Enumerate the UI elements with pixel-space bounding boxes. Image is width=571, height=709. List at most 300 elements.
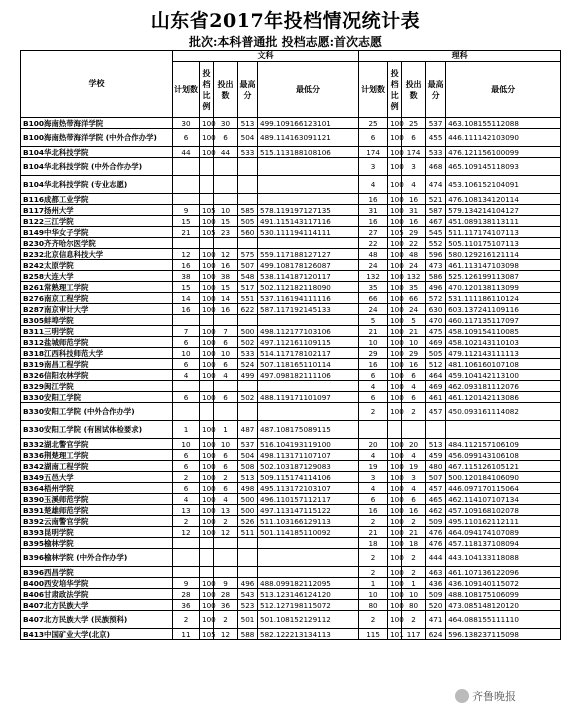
table-row	[21, 147, 561, 158]
wenke-cell: 2	[214, 516, 238, 527]
wenke-cell: 523	[238, 600, 258, 611]
wenke-cell: 489.114163091121	[258, 129, 359, 147]
like-cell: 488.108175106099	[446, 589, 561, 600]
like-cell: 462.114107107134	[446, 494, 561, 505]
like-cell: 100	[388, 392, 402, 403]
like-cell: 476.108134120114	[446, 194, 561, 205]
wenke-cell: 500	[238, 494, 258, 505]
like-cell: 2	[359, 567, 388, 578]
wenke-cell: 508	[238, 461, 258, 472]
table-row	[21, 205, 561, 216]
school-name-cell: B390玉溪师范学院	[21, 494, 173, 505]
wenke-cell	[238, 403, 258, 421]
wenke-cell: 488.099182112095	[258, 578, 359, 589]
school-name-cell: B276南京工程学院	[21, 293, 173, 304]
like-cell: 468	[426, 158, 446, 176]
wenke-cell	[258, 381, 359, 392]
like-cell: 446.111142103090	[446, 129, 561, 147]
like-cell: 2	[359, 516, 388, 527]
wenke-cell: 6	[214, 450, 238, 461]
wenke-cell: 517	[238, 282, 258, 293]
wenke-cell: 502.112182118090	[258, 282, 359, 293]
like-header: 理科	[359, 51, 561, 62]
school-name-cell: B342湖南工程学院	[21, 461, 173, 472]
like-cell: 464	[426, 370, 446, 381]
wenke-cell	[200, 549, 214, 567]
table-row	[21, 227, 561, 238]
like-cell: 4	[359, 483, 388, 494]
like-cell: 4	[359, 450, 388, 461]
like-cell: 4	[402, 450, 426, 461]
school-name-cell: B319南昌工程学院	[21, 359, 173, 370]
like-cell: 458.109154110085	[446, 326, 561, 337]
wenke-cell: 100	[200, 421, 214, 439]
wenke-cell: 100	[200, 271, 214, 282]
wenke-cell: 511	[238, 527, 258, 538]
like-cell: 29	[359, 348, 388, 359]
like-cell: 1	[359, 578, 388, 589]
wenke-cell: 100	[200, 450, 214, 461]
like-cell: 20	[359, 439, 388, 450]
wenke-cell: 12	[173, 527, 200, 538]
wenke-cell: 100	[200, 392, 214, 403]
wenke-cell	[258, 567, 359, 578]
like-cell: 446.097170115064	[446, 483, 561, 494]
wenke-cell	[258, 403, 359, 421]
school-name-cell: B336荆楚理工学院	[21, 450, 173, 461]
wenke-cell	[214, 194, 238, 205]
table-row	[21, 483, 561, 494]
table-row	[21, 304, 561, 315]
table-row	[21, 194, 561, 205]
wenke-cell: 100	[200, 611, 214, 629]
like-cell: 450.093161114082	[446, 403, 561, 421]
wenke-cell	[238, 549, 258, 567]
wenke-cell: 533	[238, 147, 258, 158]
like-cell: 29	[402, 348, 426, 359]
wenke-cell: 548	[238, 271, 258, 282]
like-cell: 580.129216121114	[446, 249, 561, 260]
like-cell: 476.121156100099	[446, 147, 561, 158]
like-cell: 457.118137108094	[446, 538, 561, 549]
wenke-cell: 496.110157112117	[258, 494, 359, 505]
wenke-cell	[258, 158, 359, 176]
like-cell: 105	[388, 227, 402, 238]
like-cell: 31	[402, 205, 426, 216]
school-name-cell: B329闽江学院	[21, 381, 173, 392]
like-cell: 473	[426, 260, 446, 271]
like-cell: 509	[426, 516, 446, 527]
wenke-cell: 500	[238, 505, 258, 516]
wenke-cell: 543	[238, 589, 258, 600]
table-row	[21, 450, 561, 461]
wenke-cell: 501.108152129112	[258, 611, 359, 629]
wenke-cell: 560	[238, 227, 258, 238]
wenke-cell: 15	[214, 216, 238, 227]
like-cell: 100	[388, 494, 402, 505]
wenke-cell: 551	[238, 293, 258, 304]
wenke-cell: 501	[238, 611, 258, 629]
like-cell: 100	[388, 337, 402, 348]
like-cell: 100	[388, 527, 402, 538]
school-name-cell: B305蚌埠学院	[21, 315, 173, 326]
wenke-cell: 30	[173, 118, 200, 129]
like-cell: 16	[402, 505, 426, 516]
school-name-cell: B122三江学院	[21, 216, 173, 227]
like-cell: 461.120142113086	[446, 392, 561, 403]
like-cell: 100	[388, 176, 402, 194]
like-cell	[426, 421, 446, 439]
like-cell: 10	[359, 589, 388, 600]
wenke-cell: 513	[238, 472, 258, 483]
wenke-cell: 509.115174114106	[258, 472, 359, 483]
like-cell: 531.111186110124	[446, 293, 561, 304]
wenke-cell: 537.116194111116	[258, 293, 359, 304]
table-row	[21, 461, 561, 472]
like-cell: 6	[359, 129, 388, 147]
like-cell: 20	[402, 439, 426, 450]
wenke-cell	[238, 176, 258, 194]
like-cell: 521	[426, 194, 446, 205]
wenke-cell: 100	[200, 337, 214, 348]
like-cell: 19	[402, 461, 426, 472]
wenke-cell: 100	[200, 359, 214, 370]
table-row	[21, 403, 561, 421]
like-cell: 100	[388, 505, 402, 516]
wenke-cell: 105	[200, 629, 214, 640]
like-cell: 100	[388, 578, 402, 589]
wenke-cell: 6	[173, 129, 200, 147]
like-cell: 100	[388, 238, 402, 249]
school-name-cell: B104华北科技学院 (专业志愿)	[21, 176, 173, 194]
like-cell: 100	[388, 205, 402, 216]
like-cell: 507	[426, 472, 446, 483]
like-cell: 457.109168102078	[446, 505, 561, 516]
wenke-cell: 16	[214, 260, 238, 271]
like-cell: 4	[402, 176, 426, 194]
wenke-cell: 6	[173, 483, 200, 494]
wenke-cell: 38	[173, 271, 200, 282]
table-row	[21, 359, 561, 370]
like-cell: 496	[426, 282, 446, 293]
like-cell: 31	[359, 205, 388, 216]
school-name-cell: B149中华女子学院	[21, 227, 173, 238]
like-cell: 525.126199113087	[446, 271, 561, 282]
w-plan-header: 计划数	[173, 62, 200, 118]
table-row	[21, 527, 561, 538]
like-cell: 473.085148120120	[446, 600, 561, 611]
like-cell: 461	[426, 392, 446, 403]
school-name-cell: B332湖北警官学院	[21, 439, 173, 450]
wenke-cell: 6	[173, 359, 200, 370]
wenke-cell: 28	[214, 589, 238, 600]
like-cell: 80	[359, 600, 388, 611]
like-cell: 22	[402, 238, 426, 249]
wenke-cell: 487	[238, 421, 258, 439]
like-cell: 436	[426, 578, 446, 589]
wenke-cell: 498	[238, 483, 258, 494]
wenke-cell	[214, 158, 238, 176]
like-cell: 533	[426, 147, 446, 158]
watermark-text: 齐鲁晚报	[472, 690, 516, 703]
wenke-cell: 16	[173, 304, 200, 315]
like-cell: 2	[359, 611, 388, 629]
like-cell: 100	[388, 194, 402, 205]
school-name-cell: B100海南热带海洋学院 (中外合作办学)	[21, 129, 173, 147]
wenke-cell: 537	[238, 439, 258, 450]
school-name-cell: B242太原学院	[21, 260, 173, 271]
wenke-cell	[173, 538, 200, 549]
like-cell	[388, 421, 402, 439]
like-cell: 2	[359, 403, 388, 421]
wenke-cell: 100	[200, 293, 214, 304]
wenke-cell	[200, 381, 214, 392]
like-cell: 100	[388, 516, 402, 527]
wenke-cell: 100	[200, 147, 214, 158]
wenke-cell: 15	[214, 282, 238, 293]
school-name-cell: B104华北科技学院	[21, 147, 173, 158]
school-name-cell: B326信阳农林学院	[21, 370, 173, 381]
like-cell: 100	[388, 450, 402, 461]
wenke-cell: 504	[238, 129, 258, 147]
l-ratio-header: 投档比例	[388, 62, 402, 118]
like-cell: 66	[402, 293, 426, 304]
wenke-cell	[214, 567, 238, 578]
wenke-cell	[200, 403, 214, 421]
wenke-cell: 622	[238, 304, 258, 315]
w-ratio-header: 投档比例	[200, 62, 214, 118]
wenke-cell: 100	[200, 348, 214, 359]
school-name-cell: B364梧州学院	[21, 483, 173, 494]
like-cell: 100	[388, 147, 402, 158]
wenke-cell: 514.117178102117	[258, 348, 359, 359]
table-row	[21, 629, 561, 640]
table-body	[21, 118, 561, 640]
table-row	[21, 216, 561, 227]
like-cell: 100	[388, 403, 402, 421]
wenke-cell: 100	[200, 589, 214, 600]
wenke-cell: 4	[214, 370, 238, 381]
wenke-cell: 497.112161109115	[258, 337, 359, 348]
wenke-cell: 12	[214, 527, 238, 538]
like-cell: 469	[426, 337, 446, 348]
like-cell: 80	[402, 600, 426, 611]
table-row	[21, 600, 561, 611]
table-row	[21, 538, 561, 549]
wenke-cell: 6	[214, 337, 238, 348]
table-row	[21, 472, 561, 483]
watermark	[455, 687, 565, 705]
wenke-cell: 100	[200, 527, 214, 538]
wenke-cell: 9	[173, 205, 200, 216]
wenke-cell: 15	[173, 216, 200, 227]
wenke-cell: 28	[173, 589, 200, 600]
like-cell: 16	[359, 505, 388, 516]
wenke-cell: 511.103166129113	[258, 516, 359, 527]
like-cell: 469	[426, 381, 446, 392]
like-cell: 572	[426, 293, 446, 304]
school-name-cell: B393昆明学院	[21, 527, 173, 538]
like-cell: 16	[402, 194, 426, 205]
wenke-cell: 100	[200, 483, 214, 494]
wenke-cell: 512.127198115072	[258, 600, 359, 611]
table-row	[21, 282, 561, 293]
like-cell: 35	[402, 282, 426, 293]
wenke-cell: 13	[214, 505, 238, 516]
wenke-cell: 6	[173, 392, 200, 403]
wenke-cell	[173, 158, 200, 176]
like-cell: 474	[426, 176, 446, 194]
wenke-cell: 10	[173, 348, 200, 359]
like-cell: 100	[388, 315, 402, 326]
wenke-cell: 100	[200, 304, 214, 315]
wenke-cell: 530.111194114111	[258, 227, 359, 238]
wenke-cell: 4	[214, 494, 238, 505]
school-name-cell: B232北京信息科技大学	[21, 249, 173, 260]
wenke-cell: 100	[200, 260, 214, 271]
like-cell: 471	[426, 611, 446, 629]
like-cell: 459	[426, 450, 446, 461]
table-row	[21, 494, 561, 505]
like-cell: 3	[359, 158, 388, 176]
like-cell: 29	[402, 227, 426, 238]
like-cell: 470	[426, 315, 446, 326]
like-cell: 461.107136122096	[446, 567, 561, 578]
like-cell: 451.089138113111	[446, 216, 561, 227]
school-name-cell: B261常熟理工学院	[21, 282, 173, 293]
wenke-cell: 12	[214, 629, 238, 640]
wenke-cell: 4	[173, 494, 200, 505]
wenke-cell	[238, 567, 258, 578]
wenke-cell: 502	[238, 337, 258, 348]
like-cell: 603.137241109116	[446, 304, 561, 315]
wenke-cell	[238, 158, 258, 176]
wenke-cell: 7	[173, 326, 200, 337]
wenke-cell: 538.114187120117	[258, 271, 359, 282]
wenke-cell: 498.112177103106	[258, 326, 359, 337]
like-cell: 2	[402, 549, 426, 567]
wenke-cell	[258, 238, 359, 249]
wenke-cell: 6	[214, 461, 238, 472]
table-row	[21, 439, 561, 450]
like-cell: 484.112157106109	[446, 439, 561, 450]
wenke-cell: 36	[173, 600, 200, 611]
like-cell: 453.106152104091	[446, 176, 561, 194]
like-cell: 100	[388, 370, 402, 381]
like-cell: 21	[359, 326, 388, 337]
wenke-cell: 100	[200, 505, 214, 516]
wenke-cell: 15	[173, 282, 200, 293]
wenke-cell	[238, 315, 258, 326]
wenke-cell: 100	[200, 370, 214, 381]
wenke-cell	[173, 176, 200, 194]
wenke-cell	[200, 176, 214, 194]
like-cell: 10	[402, 589, 426, 600]
like-cell: 3	[359, 472, 388, 483]
like-cell: 6	[402, 129, 426, 147]
like-cell: 480	[426, 461, 446, 472]
like-cell: 10	[402, 337, 426, 348]
wenke-cell: 44	[214, 147, 238, 158]
wenke-cell: 6	[173, 461, 200, 472]
wenke-cell	[173, 315, 200, 326]
wenke-cell: 505	[238, 216, 258, 227]
school-name-cell: B396榆林学院 (中外合作办学)	[21, 549, 173, 567]
wenke-cell: 14	[173, 293, 200, 304]
like-cell: 6	[402, 370, 426, 381]
like-cell: 475	[426, 326, 446, 337]
like-cell: 457	[426, 403, 446, 421]
wenke-cell: 499	[238, 370, 258, 381]
wenke-cell: 1	[214, 421, 238, 439]
like-cell: 100	[388, 381, 402, 392]
wenke-cell: 495.113172103107	[258, 483, 359, 494]
school-name-cell: B230齐齐哈尔医学院	[21, 238, 173, 249]
wenke-cell: 12	[173, 249, 200, 260]
like-cell: 27	[359, 227, 388, 238]
like-cell: 464.094174107089	[446, 527, 561, 538]
wenke-cell: 2	[173, 472, 200, 483]
like-cell: 476	[426, 527, 446, 538]
like-cell: 459.104142113100	[446, 370, 561, 381]
like-cell: 3	[402, 472, 426, 483]
like-cell	[359, 421, 388, 439]
school-name-cell: B318江西科技师范大学	[21, 348, 173, 359]
wenke-cell	[200, 158, 214, 176]
like-cell: 587	[426, 205, 446, 216]
like-cell: 511.117174107113	[446, 227, 561, 238]
wenke-cell: 10	[173, 439, 200, 450]
school-name-cell: B392云南警官学院	[21, 516, 173, 527]
like-cell: 537	[426, 118, 446, 129]
wenke-cell: 491.115143117116	[258, 216, 359, 227]
wenke-cell: 499.108178126087	[258, 260, 359, 271]
school-name-cell: B311三明学院	[21, 326, 173, 337]
table-row	[21, 549, 561, 567]
like-cell: 100	[388, 282, 402, 293]
school-name-cell: B396西昌学院	[21, 567, 173, 578]
like-cell: 100	[388, 326, 402, 337]
like-cell: 1	[402, 578, 426, 589]
table-row	[21, 249, 561, 260]
table-row	[21, 348, 561, 359]
l-out-header: 投出数	[402, 62, 426, 118]
table-row	[21, 293, 561, 304]
like-cell: 2	[402, 403, 426, 421]
like-cell: 6	[359, 392, 388, 403]
table-row	[21, 271, 561, 282]
wenke-cell: 2	[214, 472, 238, 483]
wenke-cell: 21	[173, 227, 200, 238]
wenke-cell: 559.117188127127	[258, 249, 359, 260]
wenke-cell: 14	[214, 293, 238, 304]
wenke-cell: 38	[214, 271, 238, 282]
wenke-cell: 2	[173, 611, 200, 629]
table-row	[21, 505, 561, 516]
table-row	[21, 337, 561, 348]
wenke-cell: 515.113188108106	[258, 147, 359, 158]
wenke-cell: 100	[200, 461, 214, 472]
table-row	[21, 238, 561, 249]
wenke-cell: 16	[214, 304, 238, 315]
like-cell: 22	[359, 238, 388, 249]
like-cell: 18	[359, 538, 388, 549]
wenke-cell: 526	[238, 516, 258, 527]
wenke-cell: 2	[173, 516, 200, 527]
like-cell: 100	[388, 461, 402, 472]
wenke-cell: 6	[214, 392, 238, 403]
wenke-cell	[214, 238, 238, 249]
